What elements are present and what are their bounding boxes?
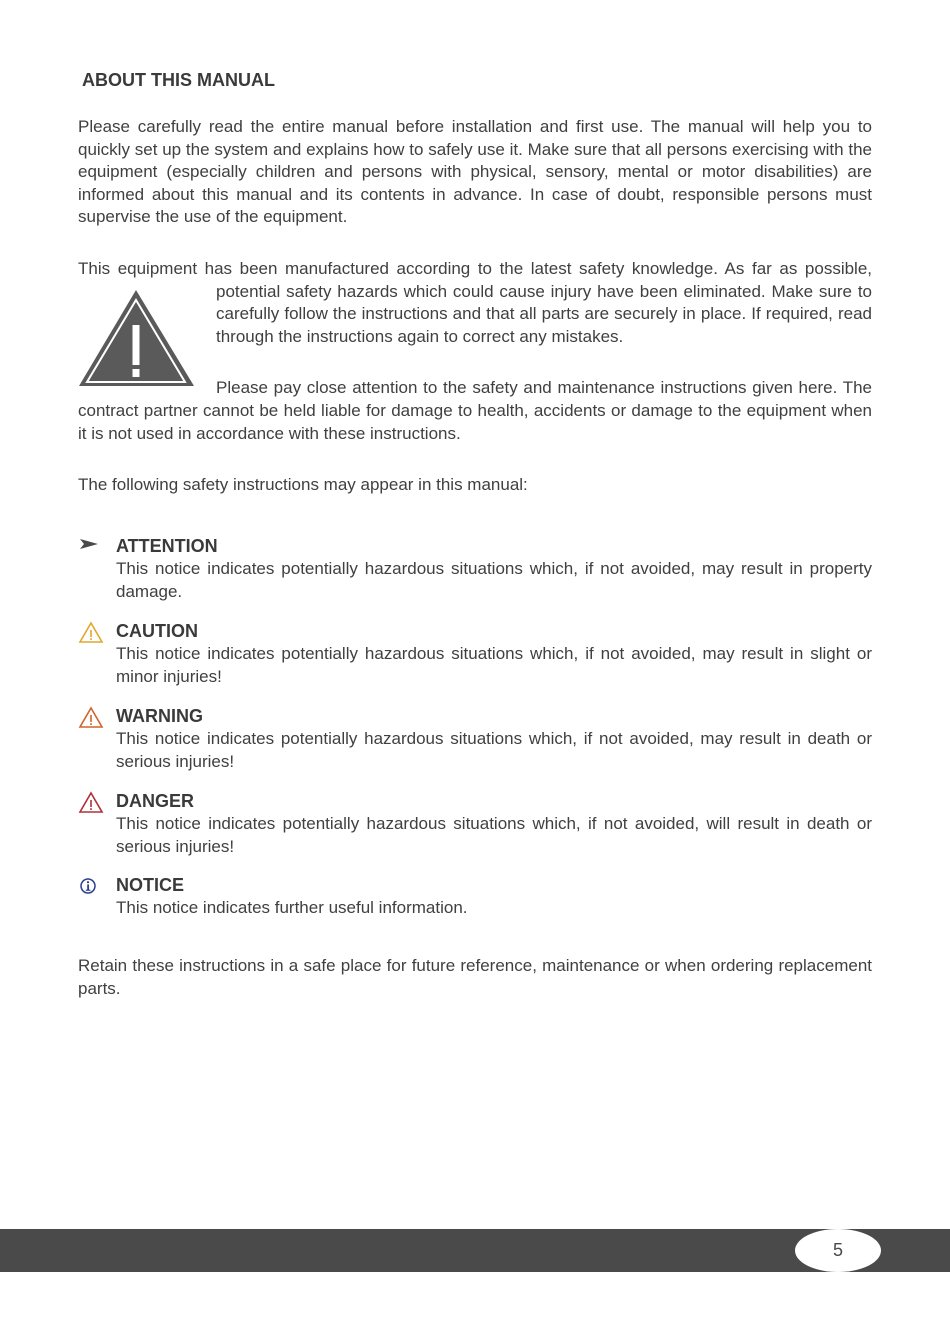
notice-text: This notice indicates potentially hazardous situations which, if not avoided, will result in death or serious injuries!: [116, 814, 872, 856]
notice-text: This notice indicates further useful information.: [116, 898, 468, 917]
closing-paragraph: Retain these instructions in a safe place for future reference, maintenance or when ordering replacement parts.: [78, 956, 872, 998]
arrow-pointer-icon: [78, 536, 104, 560]
warning-triangle-icon: [78, 287, 216, 387]
notice-title: ATTENTION: [116, 536, 218, 556]
warning-triangle-icon: [78, 706, 104, 730]
notice-title: NOTICE: [116, 875, 185, 895]
notice-title: CAUTION: [116, 621, 198, 641]
danger-triangle-icon: [78, 791, 104, 815]
info-icon: [78, 875, 104, 899]
notice-title: DANGER: [116, 791, 195, 811]
safety-paragraph-1-lead: This equipment has been manufactured according to the latest safety knowledge. As far as possible,: [78, 259, 872, 278]
page-number: 5: [795, 1229, 881, 1272]
safety-paragraph-1: potential safety hazards which could cause injury have been eliminated. Make sure to carefully follow the instructions and that all parts are securely in place. If required, read through the instructions again to correct any mistakes.: [216, 281, 872, 346]
safety-paragraph-2: Please pay close attention to the safety and maintenance instructions given here. The contract partner cannot be held liable for damage to health, accidents or damage to the equipment when it is not used in accordance with these instructions.: [78, 378, 872, 443]
notice-text: This notice indicates potentially hazardous situations which, if not avoided, may result in slight or minor injuries!: [116, 644, 872, 686]
list-intro: The following safety instructions may appear in this manual:: [78, 475, 528, 494]
notice-text: This notice indicates potentially hazardous situations which, if not avoided, may result in property damage.: [116, 559, 872, 601]
safety-block: [78, 258, 872, 445]
notice-text: This notice indicates potentially hazardous situations which, if not avoided, may result in death or serious injuries!: [116, 729, 872, 771]
caution-triangle-icon: [78, 621, 104, 645]
intro-paragraph: Please carefully read the entire manual before installation and first use. The manual will help you to quickly set up the system and explains how to safely use it. Make sure that all persons exercising with the equipment (especially children and persons with physical, sensory, mental or motor disabilities) are informed about this manual and its contents in advance. In case of doubt, responsible persons must supervise the use of the equipment.: [78, 117, 872, 227]
section-title: ABOUT THIS MANUAL: [82, 70, 275, 90]
notice-title: WARNING: [116, 706, 203, 726]
